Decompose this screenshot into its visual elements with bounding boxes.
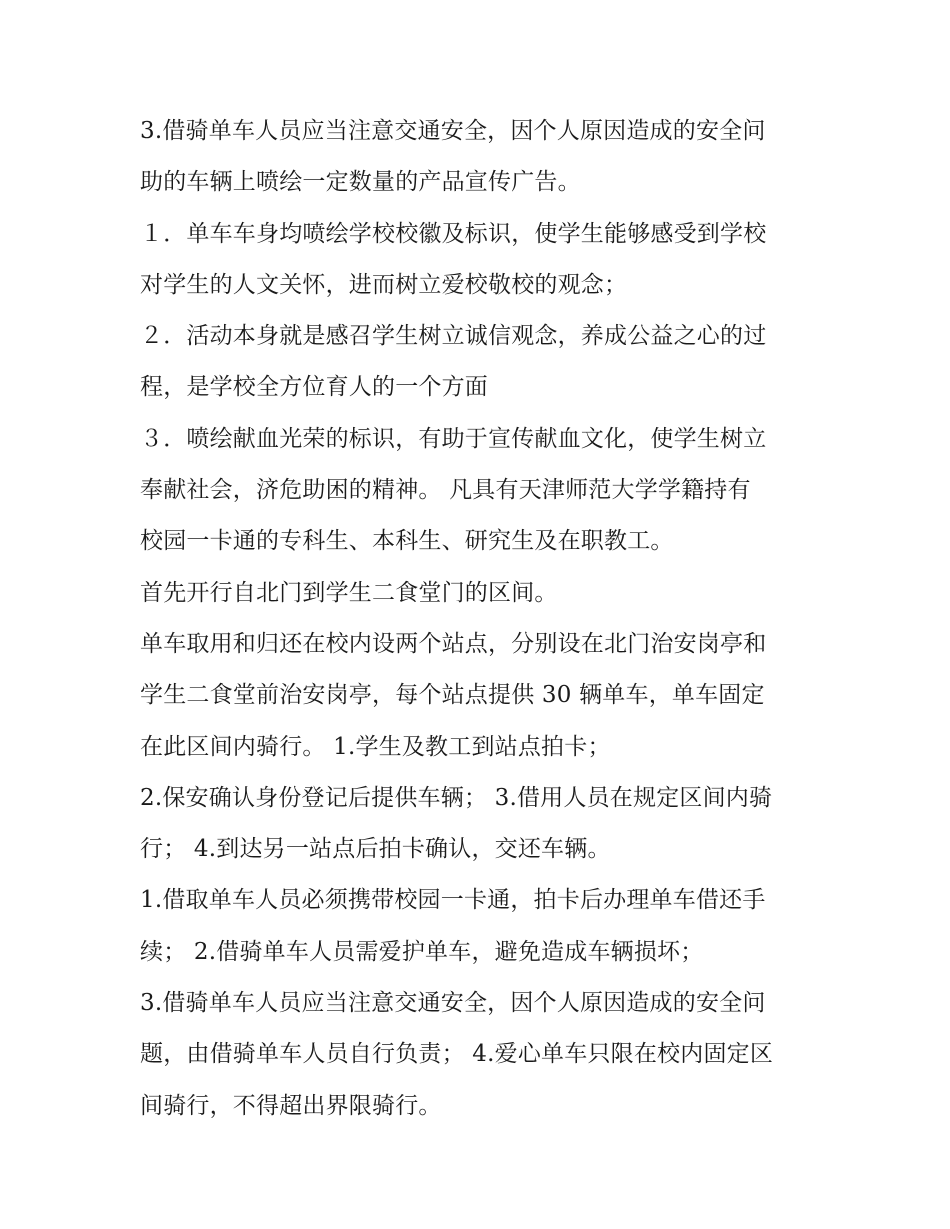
text-line: 对学生的人文关怀，进而树立爱校敬校的观念； (140, 271, 628, 298)
document-body (140, 106, 820, 1132)
text-line: 行； 4.到达另一站点后拍卡确认，交还车辆。 (140, 836, 611, 863)
text-line: 程，是学校全方位育人的一个方面 (140, 374, 488, 401)
text-line: 校园一卡通的专科生、本科生、研究生及在职教工。 (140, 528, 674, 555)
text-line: 奉献社会，济危助困的精神。 凡具有天津师范大学学籍持有 (140, 477, 751, 504)
text-line: １．单车车身均喷绘学校校徽及标识，使学生能够感受到学校 (140, 220, 767, 247)
text-line: 单车取用和归还在校内设两个站点，分别设在北门治安岗亭和 (140, 630, 767, 657)
text-line: 1.借取单车人员必须携带校园一卡通，拍卡后办理单车借还手 (140, 887, 766, 914)
text-line: 助的车辆上喷绘一定数量的产品宣传广告。 (140, 169, 581, 196)
text-line: 题，由借骑单车人员自行负责； 4.爱心单车只限在校内固定区 (140, 1041, 774, 1068)
text-line: 首先开行自北门到学生二食堂门的区间。 (140, 579, 558, 606)
text-line: 2.保安确认身份登记后提供车辆； 3.借用人员在规定区间内骑 (140, 784, 773, 811)
text-line: 学生二食堂前治安岗亭，每个站点提供 30 辆单车，单车固定 (140, 682, 765, 709)
text-line: 3.借骑单车人员应当注意交通安全，因个人原因造成的安全问 (140, 990, 766, 1017)
text-line: 间骑行，不得超出界限骑行。 (140, 1092, 442, 1119)
text-line: ３．喷绘献血光荣的标识，有助于宣传献血文化，使学生树立 (140, 425, 767, 452)
text-line: 在此区间内骑行。 1.学生及教工到站点拍卡； (140, 733, 611, 760)
text-line: 3.借骑单车人员应当注意交通安全，因个人原因造成的安全问 (140, 118, 766, 144)
text-line: 续； 2.借骑单车人员需爱护单车，避免造成车辆损坏； (140, 938, 704, 965)
text-line: ２．活动本身就是感召学生树立诚信观念，养成公益之心的过 (140, 323, 767, 350)
